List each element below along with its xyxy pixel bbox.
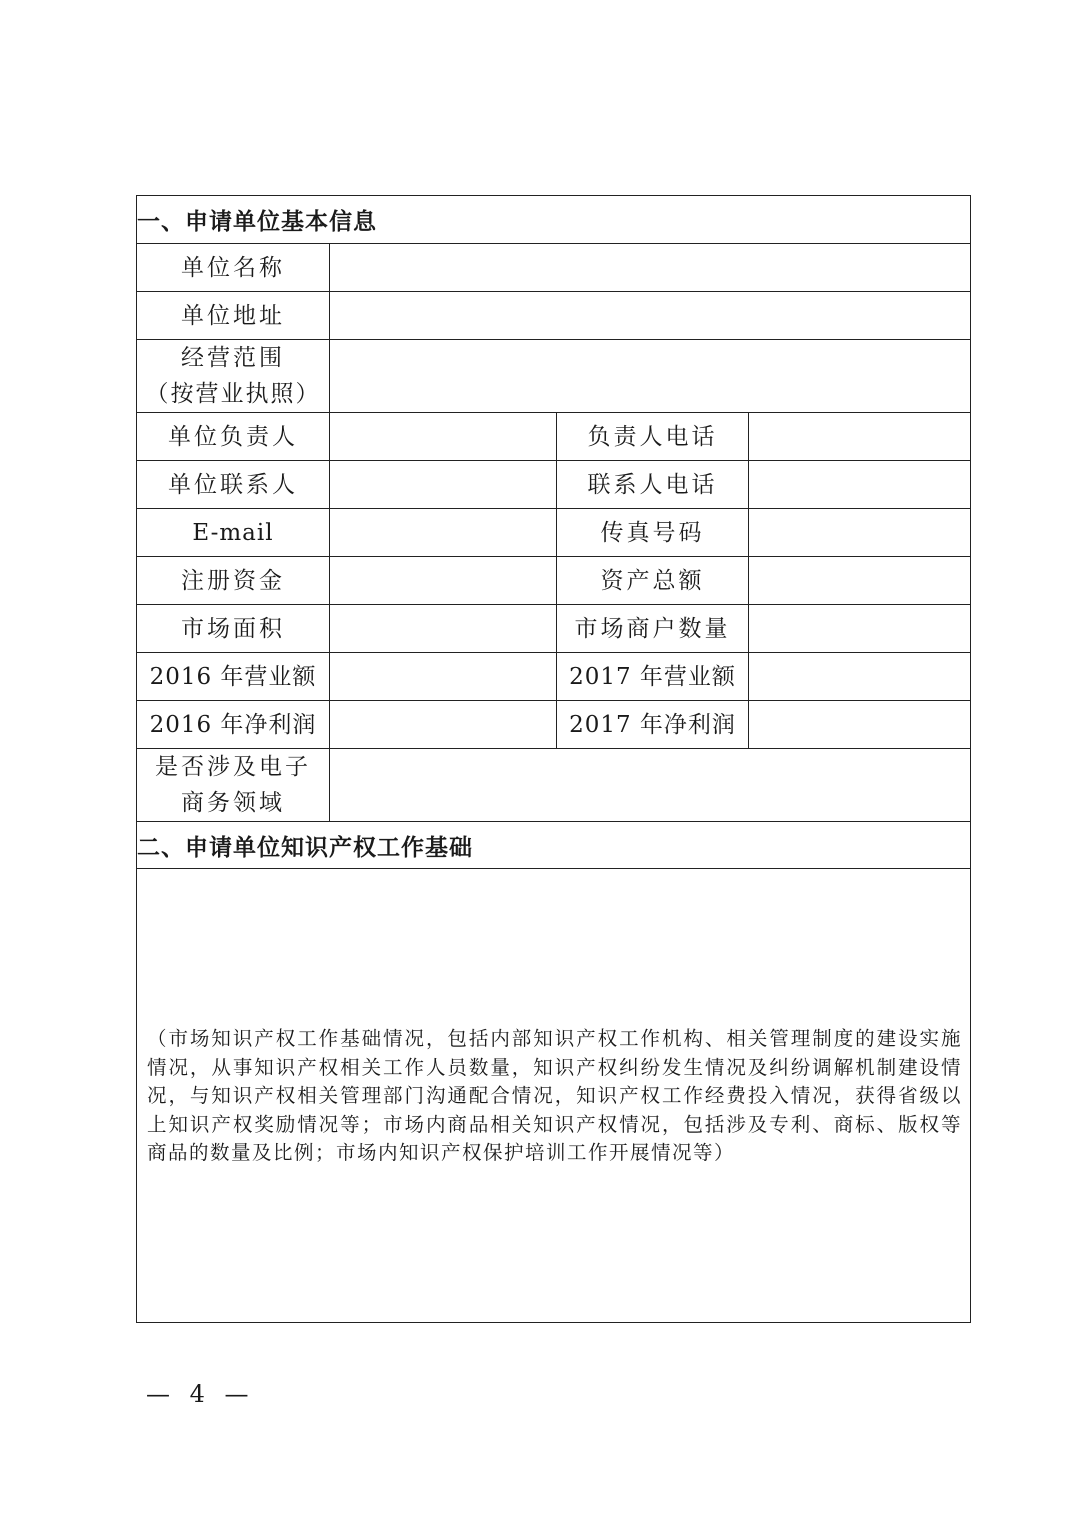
registered-capital-field[interactable] [330, 557, 557, 605]
revenue-2017-label: 2017 年营业额 [557, 653, 749, 701]
ip-foundation-description: （市场知识产权工作基础情况，包括内部知识产权工作机构、相关管理制度的建设实施情况，从事知识产权相关工作人员数量，知识产权纠纷发生情况及纠纷调解机制建设情况，与知识产权相关管理部门沟通配合情况，知识产权工作经费投入情况，获得省级以上知识产权奖励情况等；市场内商品相关知识产权情况，包括涉及专利、商标、版权等商品的数量及比例；市场内知识产权保护培训工作开展情况等） [147, 1027, 962, 1165]
unit-head-label: 单位负责人 [137, 413, 330, 461]
fax-field[interactable] [749, 509, 971, 557]
market-area-field[interactable] [330, 605, 557, 653]
merchant-count-field[interactable] [749, 605, 971, 653]
unit-contact-label: 单位联系人 [137, 461, 330, 509]
revenue-2016-field[interactable] [330, 653, 557, 701]
revenue-2016-label: 2016 年营业额 [137, 653, 330, 701]
business-scope-label-line2: （按营业执照） [145, 381, 321, 407]
ecommerce-label-line2: 商务领域 [181, 790, 285, 816]
section2-title: 二、申请单位知识产权工作基础 [137, 822, 971, 869]
application-form-table [136, 195, 971, 1323]
ecommerce-field[interactable] [330, 749, 971, 822]
net-profit-2016-label: 2016 年净利润 [137, 701, 330, 749]
net-profit-2017-field[interactable] [749, 701, 971, 749]
email-field[interactable] [330, 509, 557, 557]
head-phone-field[interactable] [749, 413, 971, 461]
page-number: — 4 — [146, 1380, 255, 1408]
contact-phone-field[interactable] [749, 461, 971, 509]
total-assets-label: 资产总额 [557, 557, 749, 605]
ecommerce-label [137, 749, 330, 822]
market-area-label: 市场面积 [137, 605, 330, 653]
net-profit-2016-field[interactable] [330, 701, 557, 749]
unit-address-label: 单位地址 [137, 292, 330, 340]
section1-title: 一、申请单位基本信息 [137, 196, 971, 244]
head-phone-label: 负责人电话 [557, 413, 749, 461]
ip-foundation-field[interactable] [137, 869, 971, 1323]
unit-name-label: 单位名称 [137, 244, 330, 292]
unit-name-field[interactable] [330, 244, 971, 292]
revenue-2017-field[interactable] [749, 653, 971, 701]
contact-phone-label: 联系人电话 [557, 461, 749, 509]
business-scope-field[interactable] [330, 340, 971, 413]
total-assets-field[interactable] [749, 557, 971, 605]
net-profit-2017-label: 2017 年净利润 [557, 701, 749, 749]
unit-head-field[interactable] [330, 413, 557, 461]
merchant-count-label: 市场商户数量 [557, 605, 749, 653]
unit-address-field[interactable] [330, 292, 971, 340]
unit-contact-field[interactable] [330, 461, 557, 509]
business-scope-label [137, 340, 330, 413]
fax-label: 传真号码 [557, 509, 749, 557]
business-scope-label-line1: 经营范围 [181, 345, 285, 371]
ecommerce-label-line1: 是否涉及电子 [155, 754, 311, 780]
email-label: E-mail [137, 509, 330, 557]
registered-capital-label: 注册资金 [137, 557, 330, 605]
